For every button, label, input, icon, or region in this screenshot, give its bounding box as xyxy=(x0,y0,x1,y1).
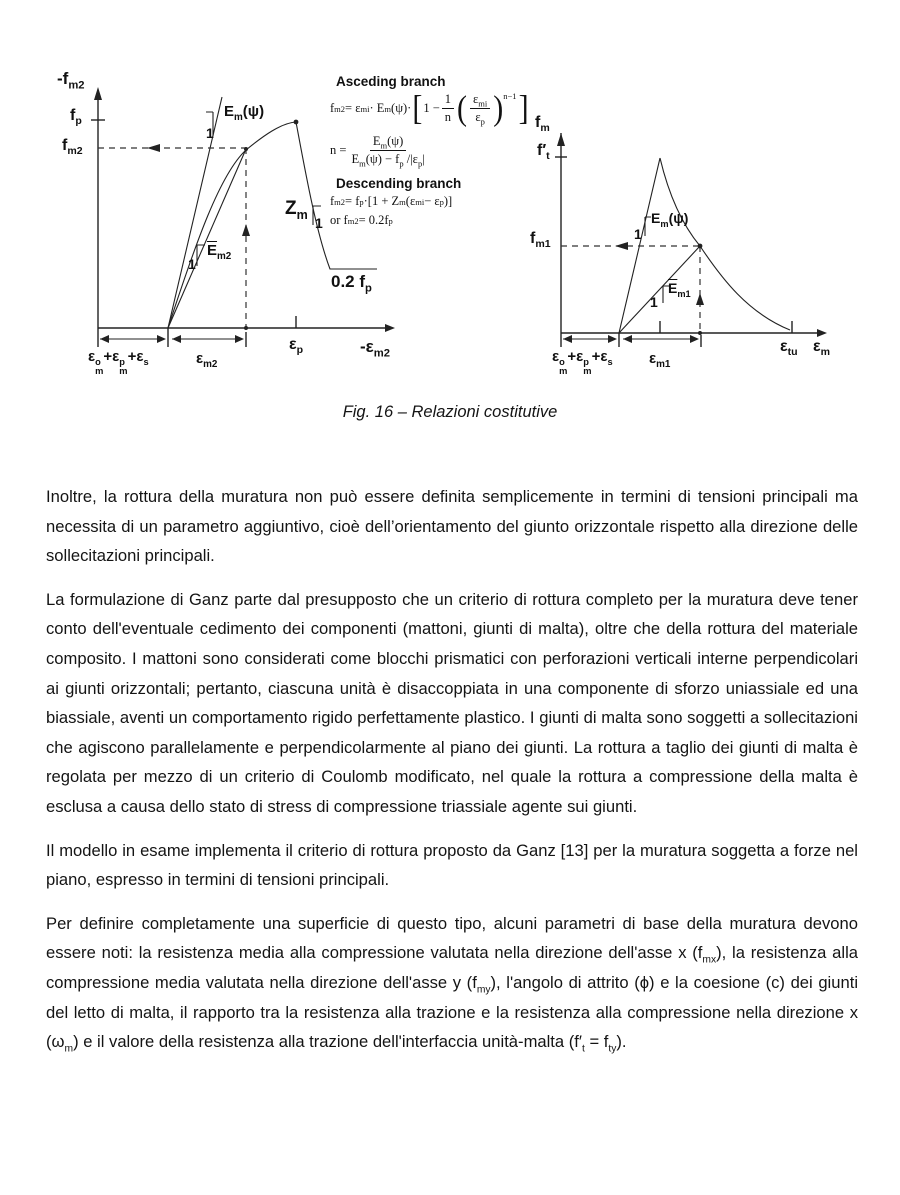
right-em-slope-one: 1 xyxy=(634,226,642,242)
left-em-psi-label: $E_m(\psi)$ xyxy=(224,103,265,123)
left-ebar-slope-one: 1 xyxy=(188,256,196,272)
descending-formula: f m2 = f p ·[1 + Z m (ε mi − ε p )] xyxy=(330,194,453,208)
right-em-psi-label: $E_m(\psi)$ xyxy=(651,210,689,229)
paragraph: Inoltre, la rottura della muratura non può essere definita semplicemente in termini di tensioni principali ma necessita di un parametro aggiuntivo, cioè dell’orientamento del giunto orizzontale rispetto alla direzione delle sollecitazioni principali. xyxy=(46,487,858,566)
left-zm-label: $Z_m$ xyxy=(285,198,308,222)
right-x-axis-label: $\varepsilon_m$ xyxy=(813,338,830,359)
n-formula: n = $\frac{E_m(\psi)}{E_m(\psi) - f_p /|\varepsilon_p|}$ xyxy=(330,134,425,169)
left-eps-m2-label: $\varepsilon_{m2}$ xyxy=(196,350,218,370)
paragraph: Il modello in esame implementa il criterio di rottura proposto da Ganz [13] per la muratura soggetta a forze nel piano, espresso in termini di tensioni principali. xyxy=(46,840,858,890)
left-strain-sum-label: ε o m +ε p m +ε s xyxy=(88,348,149,376)
left-02fp-label: 0.2 $f_p$ xyxy=(331,272,372,295)
body-text xyxy=(46,482,858,1071)
left-em-slope-one: 1 xyxy=(206,125,214,141)
right-ebar-m1-label: $\overline{E}_{m1}$ xyxy=(668,280,691,299)
formula-block xyxy=(330,74,530,237)
figure-caption: Fig. 16 – Relazioni costitutive xyxy=(342,403,558,421)
left-tick-fm2: $f_{m2}$ xyxy=(62,137,83,158)
right-eps-tu-label: $\varepsilon_{tu}$ xyxy=(780,338,798,359)
left-diagram-dashed xyxy=(98,148,246,328)
right-ebar-slope-one: 1 xyxy=(650,294,658,310)
left-tick-fp: $f_p$ xyxy=(70,107,82,128)
paragraph: La formulazione di Ganz parte dal presupposto che un criterio di rottura completo per la muratura deve tener conto dell'eventuale cedimento dei componenti (mattoni, giunti di malta), oltre che della rottura del materiale composito. I mattoni sono considerati come blocchi prismatici con perforazioni verticali interne perpendicolari ai giunti orizzontali; pertanto, ciascuna unità è disaccoppiata in una componente di sforzo uniassiale ed una biassiale, aventi un comportamento rigido perfettamente plastico. I giunti di malta sono soggetti a sollecitazioni che agiscono parallelamente e perpendicolarmente al piano dei giunti. La rottura a taglio dei giunti di malta è regolata per mezzo di un criterio di Coulomb modificato, nel quale la rottura a compressione della malta è esclusa a causa dello stato di stress di compressione triassiale agente sui giunti. xyxy=(46,589,858,816)
left-x-axis-label: $-\varepsilon_{m2}$ xyxy=(360,337,390,360)
ascending-branch-title: Asceding branch xyxy=(336,74,446,89)
descending-branch-title: Descending branch xyxy=(336,176,462,191)
left-y-axis-label: $-f_{m2}$ xyxy=(57,69,85,92)
left-zm-slope-one: 1 xyxy=(315,215,323,231)
right-diagram-curves xyxy=(619,158,790,333)
right-tick-fm1: $f_{m1}$ xyxy=(530,230,551,251)
left-eps-p-label: $\varepsilon_p$ xyxy=(289,336,304,357)
right-diagram-axes xyxy=(555,133,820,347)
right-y-axis-label: $f_m$ xyxy=(535,114,550,135)
left-ebar-m2-label: $\overline{E}_{m2}$ xyxy=(207,242,232,262)
ascending-formula: f m2 = ε mi · E m (ψ)· [ 1 − $\frac{1}{n}$ ( $\frac{\varepsilon_{mi}}{\varepsilon_p}$ ) $^{n-1}$ ] xyxy=(330,89,529,128)
right-strain-sum-label: ε o m +ε p m +ε s xyxy=(552,348,613,376)
right-eps-m1-label: $\varepsilon_{m1}$ xyxy=(649,350,671,370)
right-tick-ft: $f'_t$ xyxy=(537,142,550,163)
paragraph: Per definire completamente una superficie di questo tipo, alcuni parametri di base della muratura devono essere noti: la resistenza media alla compressione valutata nella direzione dell'asse x $(f_{mx})$, la resistenza alla compressione media valutata nella direzione dell'asse y $(f_{my})$, l'angolo di attrito (ϕ) e la coesione (c) dei giunti del letto di malta, il rapporto tra la resistenza alla trazione e la resistenza alla compressione nella direzione x $(\omega_m)$ e il valore della resistenza alla trazione dell'interfaccia unità-malta $(f'_t = f_{ty})$. xyxy=(46,913,859,1055)
figure-16 xyxy=(0,0,900,400)
descending-formula-alt: or f m2 = 0.2f p xyxy=(330,213,393,227)
